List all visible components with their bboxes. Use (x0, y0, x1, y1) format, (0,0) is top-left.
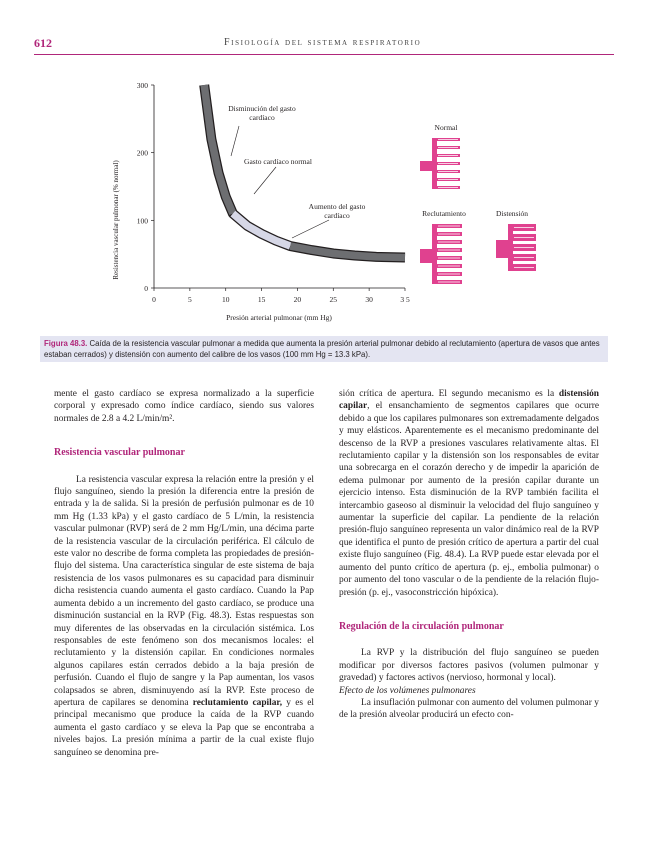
vessel-spine (508, 224, 513, 271)
vessel-diagrams (420, 123, 536, 284)
text-run: y es el principal mecanismo que produce la caída de la RVP cuando aumenta el gasto cardíaco y se eleva la Pap que se encontraba a niveles bajos. La presión mínima a partir de la cual existe flujo sanguíneo se denomina pre- (54, 697, 314, 758)
vessel-distension (496, 224, 536, 271)
running-head: Fisiología del sistema respiratorio (224, 37, 422, 48)
series-band (233, 214, 290, 246)
paragraph (54, 474, 314, 759)
vessel-label-normal: Normal (434, 123, 458, 132)
caption-label: Figura 48.3. (44, 339, 88, 348)
y-tick-label: 0 (144, 284, 148, 293)
x-axis-label: Presión arterial pulmonar (mm Hg) (226, 313, 332, 322)
vessel-label-recruitment: Reclutamiento (422, 209, 466, 218)
y-tick-label: 200 (136, 148, 148, 158)
section-heading: Regulación de la circulación pulmonar (339, 620, 504, 632)
annotation-leader (231, 126, 239, 156)
vessel-recruitment (420, 224, 462, 284)
y-tick-label: 100 (136, 216, 148, 226)
x-tick-label: 30 (365, 295, 373, 304)
x-tick-label: 0 (152, 295, 156, 304)
x-tick-label: 15 (257, 295, 266, 304)
text-run: , el ensanchamiento de segmentos capilares que ocurre debido a que los capilares pulmonares son extremadamente delgados y muy elásticos. Aparentemente es el mecanismo predominante del descenso de la RVP a presiones vasculares relativamente altas. El reclutamiento capilar y la distensión son los responsables de evitar una sobrecarga en el corazón derecho y de impedir la aparición de edema pulmonar por aumento de la presión capilar durante un ejercicio intenso. Esta disminución de la RVP también facilita el intercambio gaseoso al disminuir la velocidad del flujo sanguíneo y aumentar la superficie del capilar. La pendiente de la relación presión-flujo sanguíneo representa un valor dinámico real de la RVP que identifica el punto de presión crítico de apertura a partir del cual existe flujo sanguíneo (Fig. 48.4). La RVP puede estar elevada por el aumento del punto crítico de apertura (p. ej., embolia pulmonar) o por aumento del tono vascular o de la pendiente de la relación flujo-presión (p. ej., vasoconstricción hipóxica). (339, 401, 599, 598)
series-band (290, 246, 405, 258)
figure-caption (40, 336, 608, 362)
paragraph: La insuflación pulmonar con aumento del volumen pulmonar y de la presión alveolar producirá un efecto con- (339, 697, 599, 721)
vessel-normal (420, 138, 460, 189)
x-tick-label: 10 (221, 295, 230, 304)
text-run: sión crítica de apertura. El segundo mecanismo es la (339, 389, 559, 399)
x-tick-label: 5 (187, 295, 192, 304)
figure-48-3 (34, 60, 614, 332)
paragraph: mente el gasto cardíaco se expresa normalizado a la superficie corporal y expresado como índice cardíaco, siendo sus valores normales de 2.8 a 4.2 L/min/m². (54, 389, 314, 424)
page-number: 612 (34, 36, 52, 50)
annotation-decreased-output: Disminución del gasto cardíaco (228, 104, 296, 122)
x-tick-label: 25 (329, 295, 338, 304)
right-column (339, 388, 599, 722)
left-column (54, 388, 314, 759)
chart-annotations (228, 104, 365, 238)
y-tick-label: 300 (136, 81, 148, 90)
section-heading: Resistencia vascular pulmonar (54, 447, 185, 459)
annotation-increased-output: Aumento del gasto cardíaco (308, 202, 366, 220)
paragraph: La RVP y la distribución del flujo sanguíneo se pueden modificar por diversos factores pasivos (volumen pulmonar y gravedad) y factores activos (nervioso, hormonal y local). (339, 648, 599, 684)
caption-text: Caída de la resistencia vascular pulmonar a medida que aumenta la presión arterial pulmonar debido al reclutamiento (apertura de vasos que antes estaban cerrados) y distensión con aumento del calibre de los vasos (100 mm Hg = 13.3 kPa). (44, 339, 600, 359)
vessel-spine (432, 138, 437, 189)
vessel-trunk (496, 240, 508, 258)
vessel-trunk (420, 161, 432, 171)
bold-term: reclutamiento capilar, (192, 697, 283, 708)
annotation-leader (292, 220, 329, 238)
vessel-spine (432, 224, 437, 284)
paragraph (339, 388, 599, 599)
x-tick-label: 20 (293, 295, 302, 304)
subsection-heading: Efecto de los volúmenes pulmonares (339, 685, 476, 696)
bold-term: distensión capilar (339, 389, 599, 412)
page-header (34, 36, 614, 54)
y-axis-label: Resistencia vascular pulmonar (% normal) (112, 160, 120, 280)
vessel-label-distension: Distensión (495, 209, 529, 218)
header-rule (34, 54, 614, 55)
x-tick-label: 3 5 (400, 295, 410, 304)
vessel-trunk (420, 249, 432, 263)
text-run: La resistencia vascular expresa la relación entre la presión y el flujo sanguíneo, siendo la presión la diferencia entre la presión de entrada y la de salida. Si la presión de perfusión pulmonar es de 10 mm Hg (1.33 kPa) y el gasto cardíaco de 5 L/min, la resistencia vascular pulmonar (RVP) será de 2 mm Hg/L/min, una décima parte de la resistencia vascular de la circulación periférica. El cálculo de este valor no describe de forma completa las propiedades de presión-flujo del sistema. Una característica singular de este sistema de baja resistencia de los vasos pulmonares es su capacidad para disminuir dicha resistencia cuando aumenta el gasto cardíaco. Cuando la Pap aumenta debido a un incremento del gasto cardíaco, se produce una disminución sustancial en la RVP (Fig. 48.3). Estas respuestas son muy diferentes de las observadas en la circulación sistémica. Los responsables de este fenómeno son dos mecanismos locales: el reclutamiento y la distensión capilar. En condiciones normales algunos capilares están cerrados debido a la baja presión de perfusión. Cuando el flujo de sangre y la Pap aumentan, los vasos colapsados se abren, disminuyendo así la RVP. Este proceso de apertura de capilares se denomina (54, 474, 314, 708)
annotation-leader (254, 167, 276, 194)
annotation-normal-output: Gasto cardíaco normal (244, 157, 312, 166)
